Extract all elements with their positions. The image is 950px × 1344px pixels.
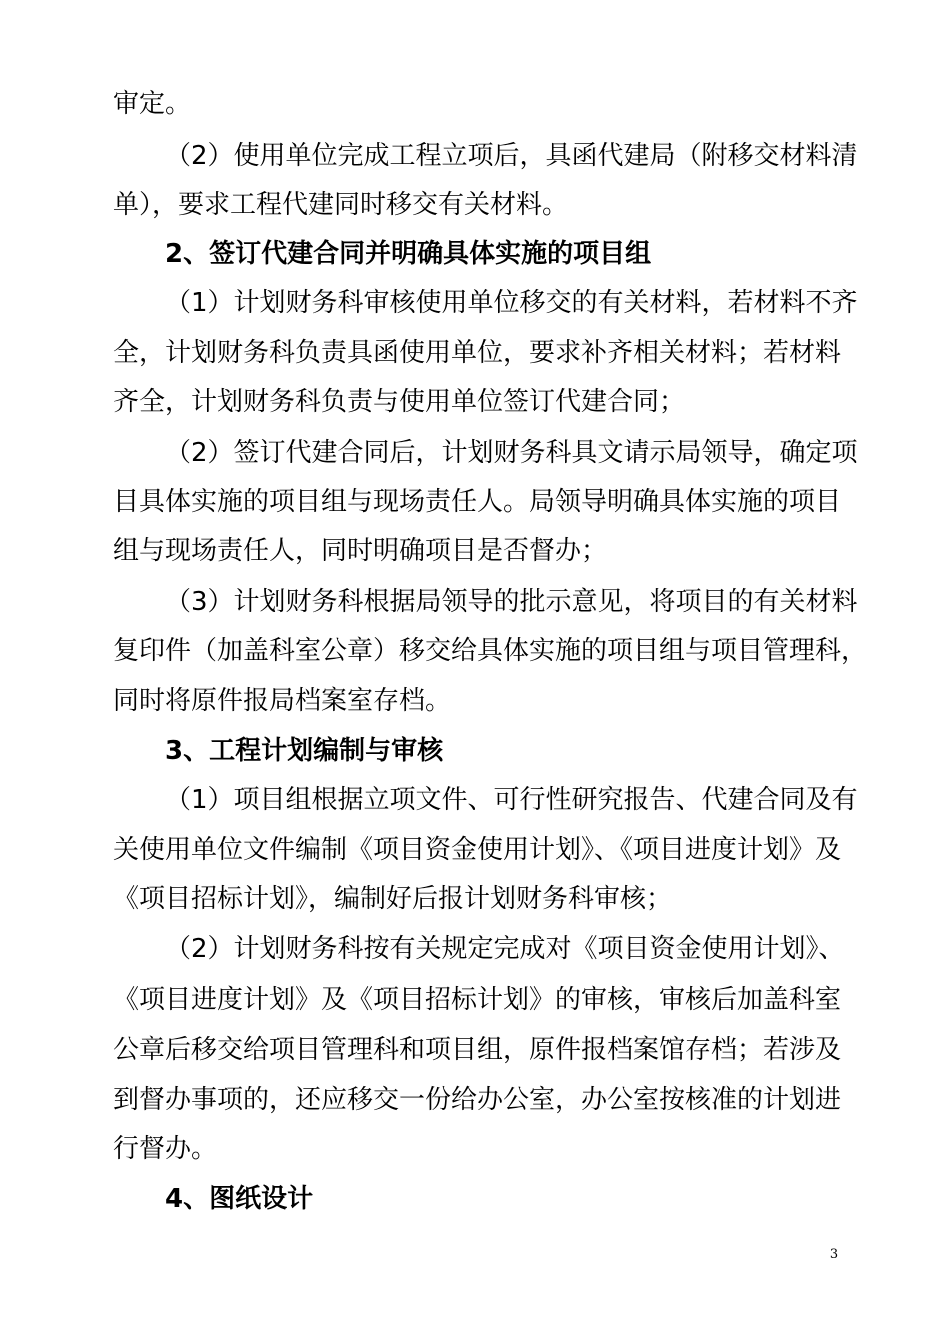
body-text-line: 组与现场责任人，同时明确项目是否督办； xyxy=(113,536,608,566)
body-text-line: 行督办。 xyxy=(113,1134,218,1164)
body-text-line: 齐全，计划财务科负责与使用单位签订代建合同； xyxy=(113,387,686,417)
section-heading: 4、图纸设计 xyxy=(165,1184,314,1214)
body-text-line: （1）计划财务科审核使用单位移交的有关材料，若材料不齐 xyxy=(165,288,858,318)
body-text-line: 同时将原件报局档案室存档。 xyxy=(113,686,452,716)
body-text-line: 关使用单位文件编制《项目资金使用计划》、《项目进度计划》及 xyxy=(113,835,842,865)
body-text-line: 全，计划财务科负责具函使用单位，要求补齐相关材料；若材料 xyxy=(113,338,842,368)
body-text-line: 复印件（加盖科室公章）移交给具体实施的项目组与项目管理科， xyxy=(113,636,868,666)
body-text-line: （1）项目组根据立项文件、可行性研究报告、代建合同及有 xyxy=(165,785,858,815)
section-heading: 3、工程计划编制与审核 xyxy=(165,736,444,766)
body-text-line: 审定。 xyxy=(113,89,192,119)
body-text-line: 目具体实施的项目组与现场责任人。局领导明确具体实施的项目 xyxy=(113,487,842,517)
body-text-line: 单），要求工程代建同时移交有关材料。 xyxy=(113,190,569,220)
section-heading: 2、签订代建合同并明确具体实施的项目组 xyxy=(165,239,652,269)
body-text-line: 《项目招标计划》，编制好后报计划财务科审核； xyxy=(113,884,673,914)
body-text-line: 公章后移交给项目管理科和项目组，原件报档案馆存档；若涉及 xyxy=(113,1035,842,1065)
body-text-line: （2）签订代建合同后，计划财务科具文请示局领导，确定项 xyxy=(165,438,858,468)
body-text-line: （2）计划财务科按有关规定完成对《项目资金使用计划》、 xyxy=(165,934,845,964)
body-text-line: （3）计划财务科根据局领导的批示意见，将项目的有关材料 xyxy=(165,587,858,617)
body-text-line: 《项目进度计划》及《项目招标计划》的审核，审核后加盖科室 xyxy=(113,985,842,1015)
page-number: 3 xyxy=(829,1247,839,1262)
body-text-line: （2）使用单位完成工程立项后，具函代建局（附移交材料清 xyxy=(165,141,858,171)
body-text-line: 到督办事项的，还应移交一份给办公室，办公室按核准的计划进 xyxy=(113,1085,842,1115)
